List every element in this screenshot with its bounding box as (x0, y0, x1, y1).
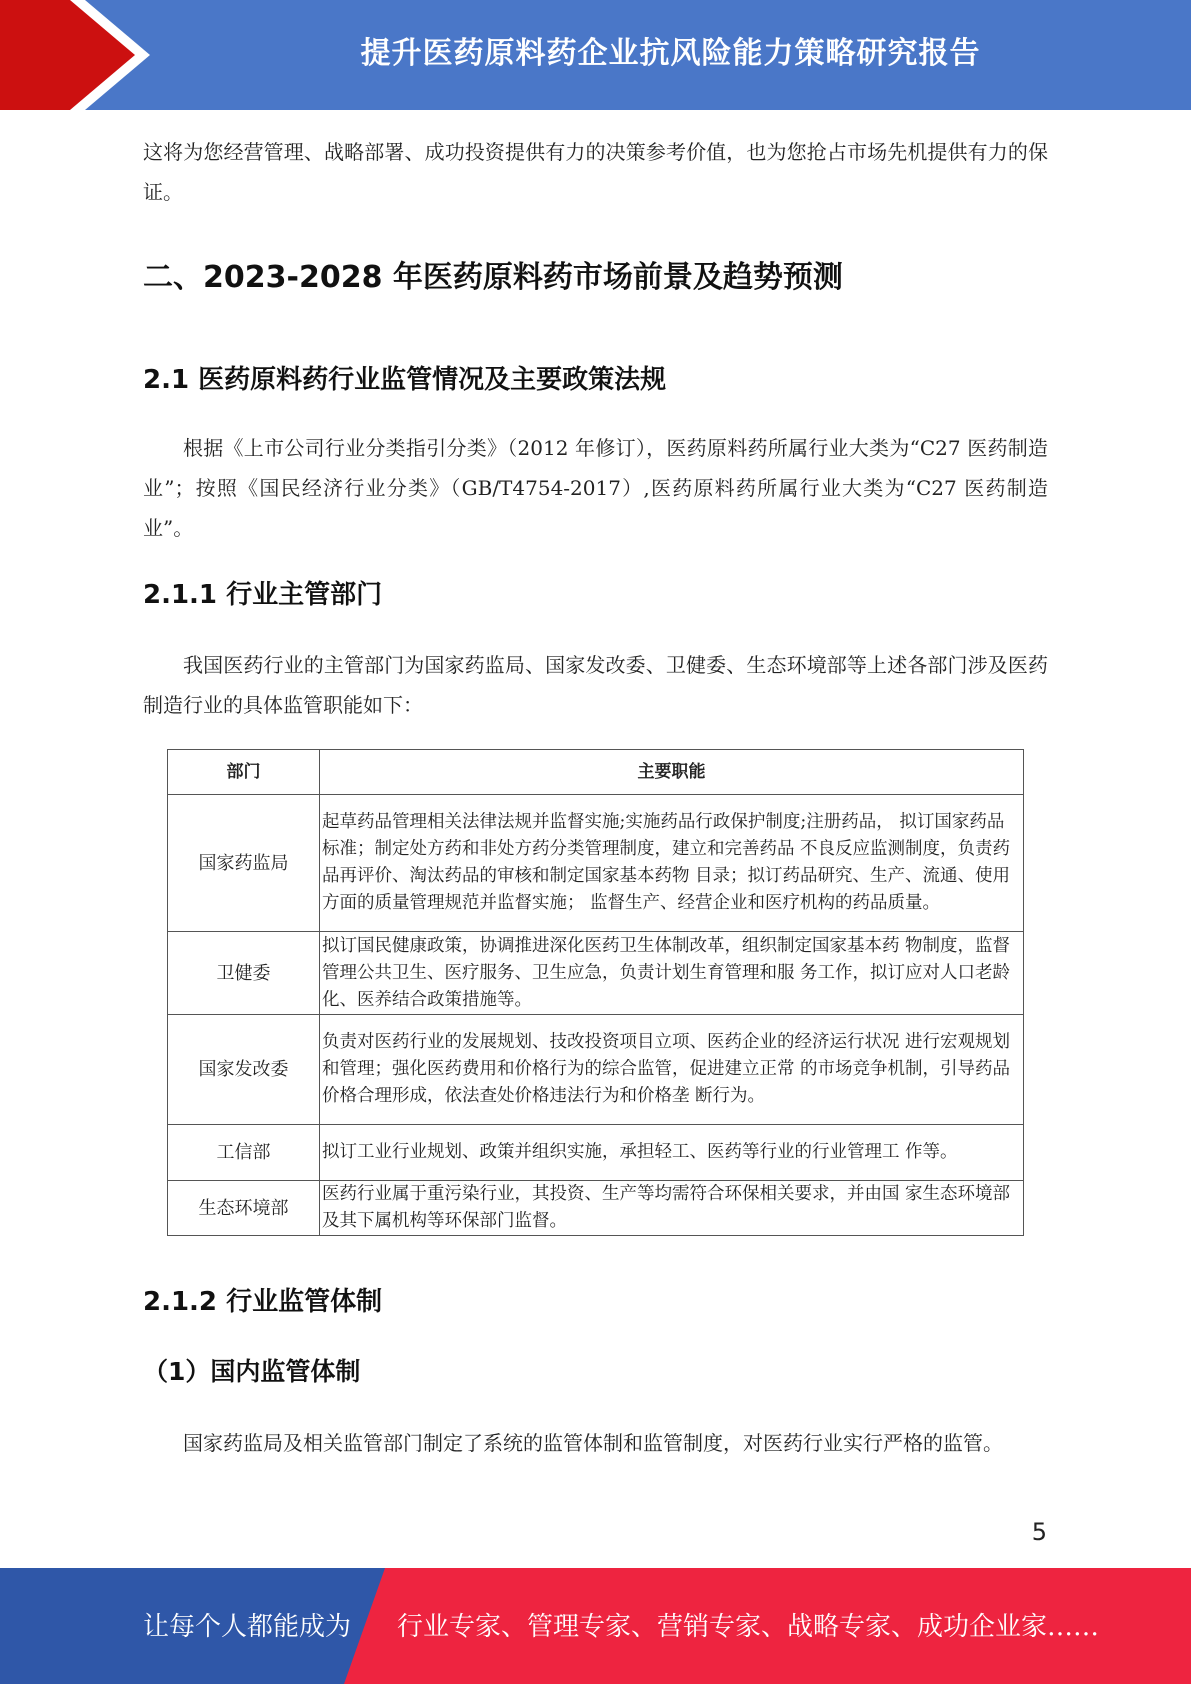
table-cell-duty: 负责对医药行业的发展规划、技改投资项目立项、医药企业的经济运行状况 进行宏观规划和管理；强化医药费用和价格行为的综合监管，促进建立正常 的市场竞争机制，引导药品价格合理形成，依法查处价格违法行为和价格垄 断行为。 (320, 1015, 1024, 1125)
footer-slogan-left: 让每个人都能成为 (143, 1612, 352, 1642)
section-2-1-2-heading: 2.1.2 行业监管体制 (143, 1287, 383, 1317)
domestic-regulation-paragraph: 国家药监局及相关监管部门制定了系统的监管体制和监管制度，对医药行业实行严格的监管。 (183, 1431, 1003, 1455)
table-cell-dept: 生态环境部 (168, 1181, 320, 1236)
table-cell-dept: 工信部 (168, 1125, 320, 1181)
table-cell-duty: 拟订工业行业规划、政策并组织实施，承担轻工、医药等行业的行业管理工 作等。 (320, 1125, 1024, 1181)
section-2-1-body (143, 428, 1048, 548)
section-2-1-1-paragraph: 我国医药行业的主管部门为国家药监局、国家发改委、卫健委、生态环境部等上述各部门涉及医药制造行业的具体监管职能如下： (143, 653, 1048, 717)
report-title: 提升医药原料药企业抗风险能力策略研究报告 (360, 36, 981, 71)
page-number: 5 (1031, 1518, 1047, 1546)
table-row (168, 932, 1024, 1015)
section-2-1-1-heading: 2.1.1 行业主管部门 (143, 580, 383, 610)
column-header-duty: 主要职能 (320, 750, 1024, 795)
table-row (168, 1181, 1024, 1236)
table-cell-dept: 国家药监局 (168, 795, 320, 932)
intro-paragraph-block (143, 132, 1048, 212)
section-2-1-heading: 2.1 医药原料药行业监管情况及主要政策法规 (143, 365, 667, 395)
table-cell-duty: 医药行业属于重污染行业，其投资、生产等均需符合环保相关要求，并由国 家生态环境部及其下属机构等环保部门监督。 (320, 1181, 1024, 1236)
table-row (168, 1125, 1024, 1181)
footer-slogan-right: 行业专家、管理专家、营销专家、战略专家、成功企业家…… (397, 1612, 1100, 1642)
section-2-1-1-body (143, 645, 1048, 725)
regulatory-duties-table (167, 749, 1024, 1236)
table-header-row (168, 750, 1024, 795)
table-cell-dept: 国家发改委 (168, 1015, 320, 1125)
page-header (0, 0, 1191, 110)
table-cell-duty: 拟订国民健康政策，协调推进深化医药卫生体制改革，组织制定国家基本药 物制度，监督管理公共卫生、医疗服务、卫生应急，负责计划生育管理和服 务工作，拟订应对人口老龄化、医养结合政策措施等。 (320, 932, 1024, 1015)
table-cell-duty: 起草药品管理相关法律法规并监督实施;实施药品行政保护制度;注册药品， 拟订国家药品标准；制定处方药和非处方药分类管理制度，建立和完善药品 不良反应监测制度，负责药品再评价、淘汰药品的审核和制定国家基本药物 目录；拟订药品研究、生产、流通、使用方面的质量管理规范并监督实施； 监督生产、经营企业和医疗机构的药品质量。 (320, 795, 1024, 932)
domestic-regulation-body (143, 1423, 1048, 1463)
column-header-dept: 部门 (168, 750, 320, 795)
table-row (168, 1015, 1024, 1125)
section-2-1-paragraph: 根据《上市公司行业分类指引分类》（2012 年修订），医药原料药所属行业大类为“C27 医药制造业”；按照《国民经济行业分类》（GB/T4754-2017）,医药原料药所属行业大类为“C27 医药制造业”。 (143, 436, 1048, 540)
table-cell-dept: 卫健委 (168, 932, 320, 1015)
page-footer (0, 1568, 1191, 1684)
section-2-heading: 二、2023-2028 年医药原料药市场前景及趋势预测 (143, 260, 843, 295)
intro-paragraph: 这将为您经营管理、战略部署、成功投资提供有力的决策参考价值，也为您抢占市场先机提供有力的保证。 (143, 140, 1048, 204)
domestic-regulation-heading: （1）国内监管体制 (143, 1357, 361, 1386)
table-row (168, 795, 1024, 932)
header-chevron-logo (0, 0, 160, 110)
